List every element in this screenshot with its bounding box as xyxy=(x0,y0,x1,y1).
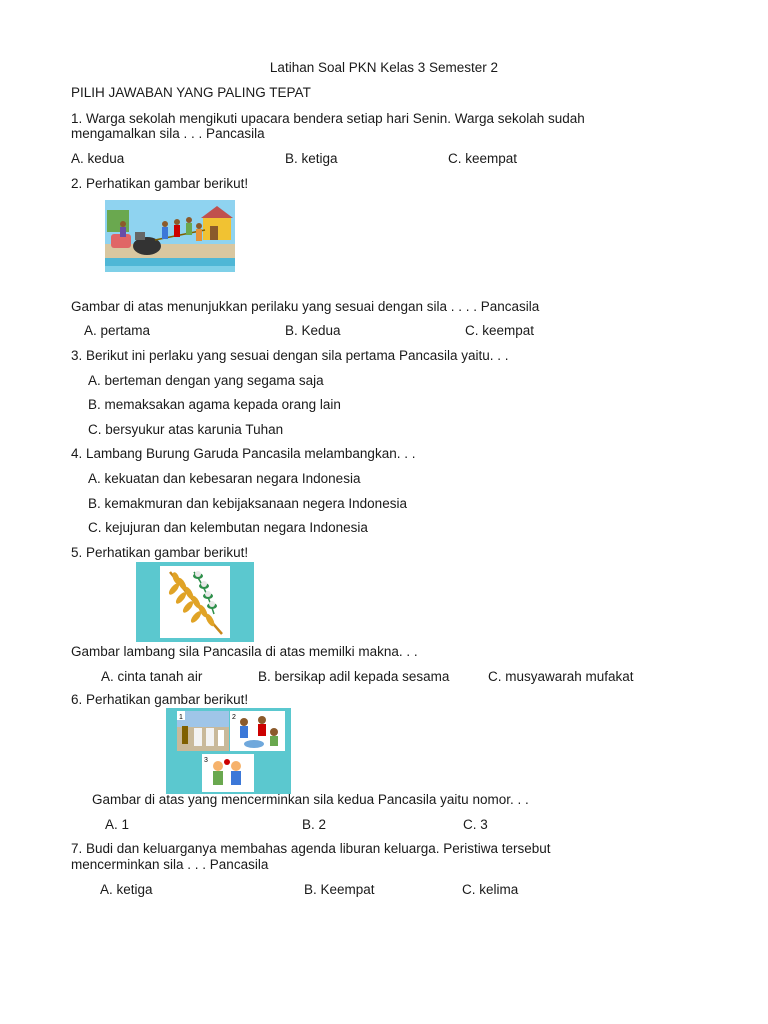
question-2-text: 2. Perhatikan gambar berikut! xyxy=(71,176,249,191)
question-1-option-b[interactable]: B. ketiga xyxy=(285,151,338,166)
question-2-option-a[interactable]: A. pertama xyxy=(84,323,151,338)
question-4-option-a[interactable]: A. kekuatan dan kebesaran negara Indonesia xyxy=(88,471,361,486)
question-5-question: Gambar lambang sila Pancasila di atas memilki makna. . . xyxy=(71,644,418,659)
question-7-option-c[interactable]: C. kelima xyxy=(462,882,519,897)
question-7-line-2: mencerminkan sila . . . Pancasila xyxy=(71,857,269,872)
question-7-line-1: 7. Budi dan keluarganya membahas agenda liburan keluarga. Peristiwa tersebut xyxy=(71,841,551,856)
question-1-option-a[interactable]: A. kedua xyxy=(71,151,125,166)
question-6-option-a[interactable]: A. 1 xyxy=(105,817,130,832)
question-4-option-c[interactable]: C. kejujuran dan kelembutan negara Indonesia xyxy=(88,520,368,535)
question-7-option-a[interactable]: A. ketiga xyxy=(100,882,153,897)
question-5-text: 5. Perhatikan gambar berikut! xyxy=(71,545,249,560)
question-4-option-b[interactable]: B. kemakmuran dan kebijaksanaan negera Indonesia xyxy=(88,496,407,511)
instruction: PILIH JAWABAN YANG PALING TEPAT xyxy=(71,85,311,100)
three-panel-illustration xyxy=(166,708,291,794)
panel-1-number: 1 xyxy=(179,714,183,721)
gotong-royong-illustration xyxy=(105,200,235,272)
question-1-line-1: 1. Warga sekolah mengikuti upacara bendera setiap hari Senin. Warga sekolah sudah xyxy=(71,111,585,126)
question-3-option-c[interactable]: C. bersyukur atas karunia Tuhan xyxy=(88,422,284,437)
question-5-option-a[interactable]: A. cinta tanah air xyxy=(101,669,203,684)
question-7-option-b[interactable]: B. Keempat xyxy=(304,882,375,897)
question-6-question: Gambar di atas yang mencerminkan sila kedua Pancasila yaitu nomor. . . xyxy=(92,792,529,807)
question-6-option-c[interactable]: C. 3 xyxy=(463,817,488,832)
question-5-option-b[interactable]: B. bersikap adil kepada sesama xyxy=(258,669,450,684)
panel-3-number: 3 xyxy=(204,757,208,764)
question-3-option-a[interactable]: A. berteman dengan yang segama saja xyxy=(88,373,324,388)
question-3-text: 3. Berikut ini perlaku yang sesuai dengan sila pertama Pancasila yaitu. . . xyxy=(71,348,509,363)
question-3-option-b[interactable]: B. memaksakan agama kepada orang lain xyxy=(88,397,341,412)
question-6-text: 6. Perhatikan gambar berikut! xyxy=(71,692,249,707)
question-2-option-b[interactable]: B. Kedua xyxy=(285,323,341,338)
rice-cotton-symbol xyxy=(136,562,254,642)
question-1-line-2: mengamalkan sila . . . Pancasila xyxy=(71,126,265,141)
page-title: Latihan Soal PKN Kelas 3 Semester 2 xyxy=(269,60,499,75)
panel-2-number: 2 xyxy=(232,714,236,721)
question-2-option-c[interactable]: C. keempat xyxy=(465,323,535,338)
question-4-text: 4. Lambang Burung Garuda Pancasila melambangkan. . . xyxy=(71,446,416,461)
question-1-option-c[interactable]: C. keempat xyxy=(448,151,518,166)
question-2-question: Gambar di atas menunjukkan perilaku yang sesuai dengan sila . . . . Pancasila xyxy=(71,299,540,314)
question-6-option-b[interactable]: B. 2 xyxy=(302,817,327,832)
question-5-option-c[interactable]: C. musyawarah mufakat xyxy=(488,669,634,684)
